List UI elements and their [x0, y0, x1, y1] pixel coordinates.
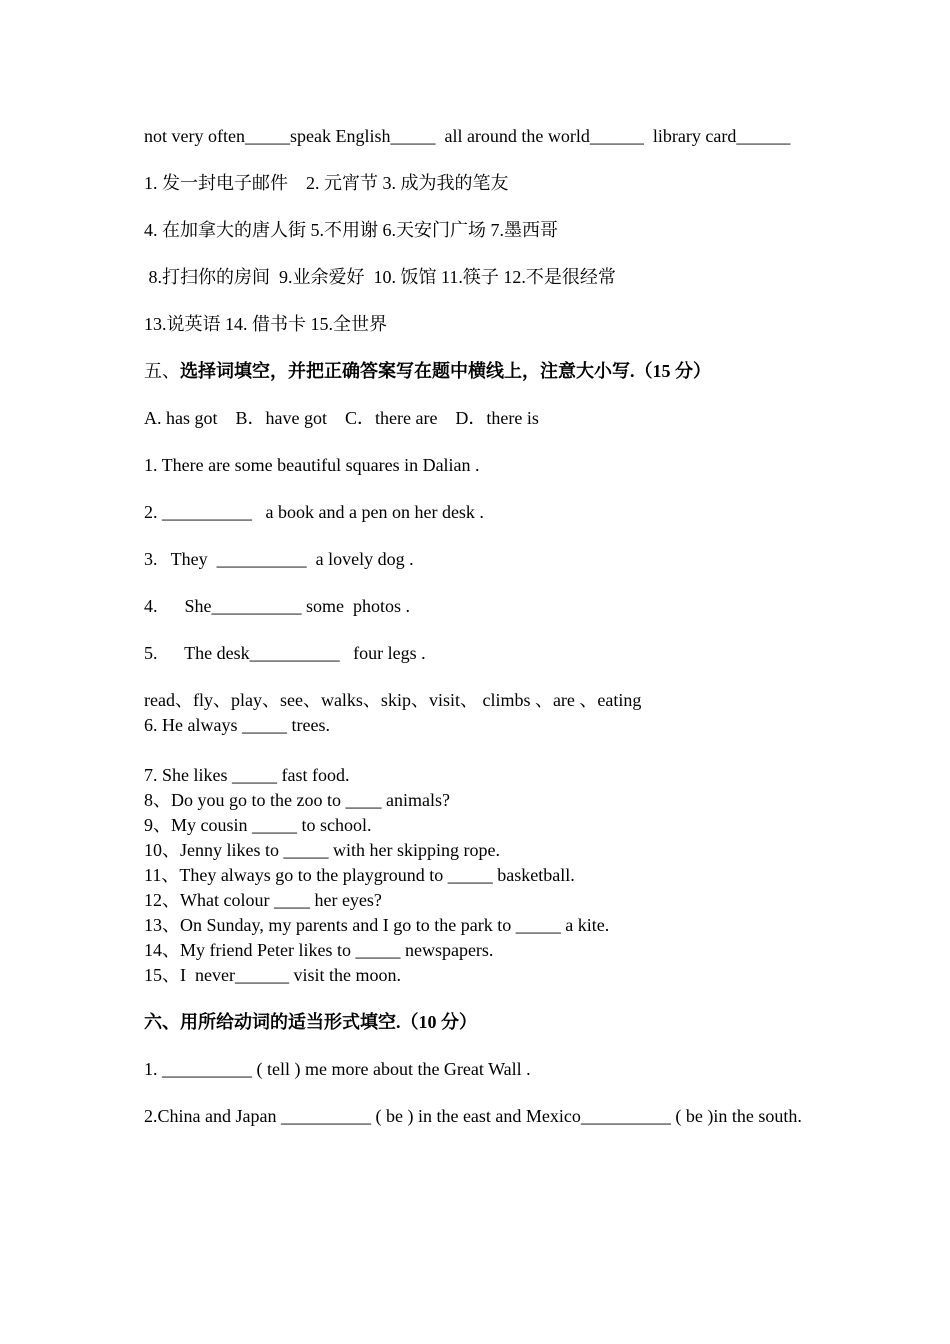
word-bank: read、fly、play、see、walks、skip、visit、 climbs 、are 、eating — [144, 690, 642, 710]
section5-heading — [144, 359, 804, 384]
section5-item-14: 14、My friend Peter likes to _____ newspapers. — [144, 940, 494, 960]
section5-item-10: 10、Jenny likes to _____ with her skipping rope. — [144, 840, 500, 860]
chinese-items-line-3: 8.打扫你的房间 9.业余爱好 10. 饭馆 11.筷子 12.不是很经常 — [144, 267, 616, 287]
section5-item-2: 2. __________ a book and a pen on her desk . — [144, 502, 484, 522]
chinese-items-line-1: 1. 发一封电子邮件 2. 元宵节 3. 成为我的笔友 — [144, 173, 509, 193]
vocab-english-line: not very often_____speak English_____ all around the world______ library card______ — [144, 126, 791, 146]
chinese-items-line-4: 13.说英语 14. 借书卡 15.全世界 — [144, 314, 387, 334]
section5-item-9: 9、My cousin _____ to school. — [144, 815, 372, 835]
chinese-items-line-2: 4. 在加拿大的唐人街 5.不用谢 6.天安门广场 7.墨西哥 — [144, 220, 558, 240]
section6-item-2: 2.China and Japan __________ ( be ) in the east and Mexico__________ ( be )in the south. — [144, 1106, 802, 1126]
section5-item-13: 13、On Sunday, my parents and I go to the park to _____ a kite. — [144, 915, 610, 935]
section5-item-15: 15、I never______ visit the moon. — [144, 965, 401, 985]
section6-item-1: 1. __________ ( tell ) me more about the Great Wall . — [144, 1059, 531, 1079]
section5-item-1: 1. There are some beautiful squares in Dalian . — [144, 455, 480, 475]
section5-heading-text: 选择词填空，并把正确答案写在题中横线上，注意大小写.（15 分） — [180, 361, 711, 381]
section5-options: A. has got B．have got C．there are D．there is — [144, 408, 539, 428]
section5-item-8: 8、Do you go to the zoo to ____ animals? — [144, 790, 450, 810]
section5-item-5: 5. The desk__________ four legs . — [144, 643, 426, 663]
section5-item-3: 3. They __________ a lovely dog . — [144, 549, 414, 569]
section5-item-7: 7. She likes _____ fast food. — [144, 765, 350, 785]
section5-item-12: 12、What colour ____ her eyes? — [144, 890, 382, 910]
spacer — [144, 738, 804, 763]
section5-item-11: 11、They always go to the playground to _____ basketball. — [144, 865, 575, 885]
section6-heading: 六、用所给动词的适当形式填空.（10 分） — [144, 1012, 477, 1032]
section5-item-6: 6. He always _____ trees. — [144, 715, 330, 735]
section5-item-4: 4. She__________ some photos . — [144, 596, 411, 616]
section5-heading-prefix: 五、 — [144, 361, 180, 381]
worksheet-page — [144, 124, 804, 1151]
